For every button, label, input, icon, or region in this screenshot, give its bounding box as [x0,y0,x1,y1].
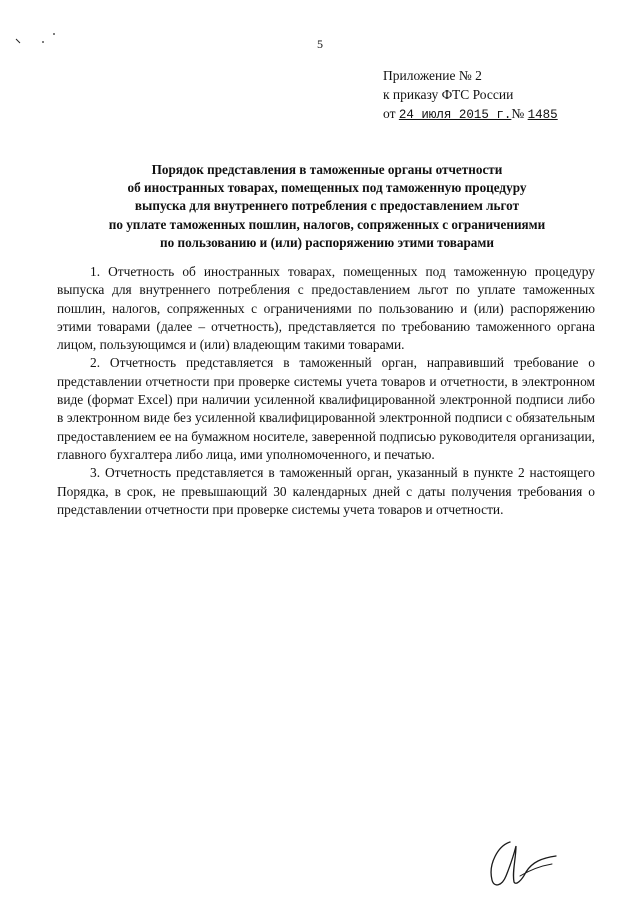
number-prefix: № [511,106,525,121]
title-line: Порядок представления в таможенные органы отчетности [151,162,503,177]
annex-date-line [383,104,558,125]
date-prefix: от [383,106,396,121]
handwritten-signature [480,836,560,891]
paragraph-2: 2. Отчетность представляется в таможенный орган, направивший требование о представлении отчетности при проверке системы учета товаров и отчетности, в электронном виде (формат Excel) при наличии усиленной квалифицированной электронной подписи либо в электронном виде без усиленной квалифицированной электронной подписи с обязательным предоставлением ее на бумажном носителе, заверенной подписью руководителя организации, главного бухгалтера либо лица, ими уполномоченного, и печатью. [57,355,595,462]
order-number: 1485 [527,108,558,122]
annex-order-reference: к приказу ФТС России [383,87,514,102]
title-line: об иностранных товарах, помещенных под таможенную процедуру [127,180,527,196]
annex-title: Приложение № 2 [383,68,482,83]
document-title [40,161,614,252]
document-body [57,263,595,519]
order-date: 24 июля 2015 г. [398,108,512,122]
page-number: 5 [317,37,323,51]
paragraph-3: 3. Отчетность представляется в таможенный орган, указанный в пункте 2 настоящего Порядка, в срок, не превышающий 30 календарных дней с даты получения требования о представлении отчетности при проверке системы учета товаров и отчетности. [57,465,595,517]
title-line: по уплате таможенных пошлин, налогов, сопряженных с ограничениями [108,216,546,232]
annex-header [383,66,558,125]
title-line: по пользованию и (или) распоряжению этими товарами [160,234,494,250]
title-line: выпуска для внутреннего потребления с предоставлением льгот [134,198,520,214]
paragraph-1: 1. Отчетность об иностранных товарах, помещенных под таможенную процедуру выпуска для внутреннего потребления с предоставлением льгот по уплате таможенных пошлин, налогов, сопряженных с ограничениями по пользованию и (или) распоряжению этими товарами (далее – отчетность), представляется по требованию таможенного органа лицом, пользующимся и (или) владеющим такими товарами. [57,264,595,353]
